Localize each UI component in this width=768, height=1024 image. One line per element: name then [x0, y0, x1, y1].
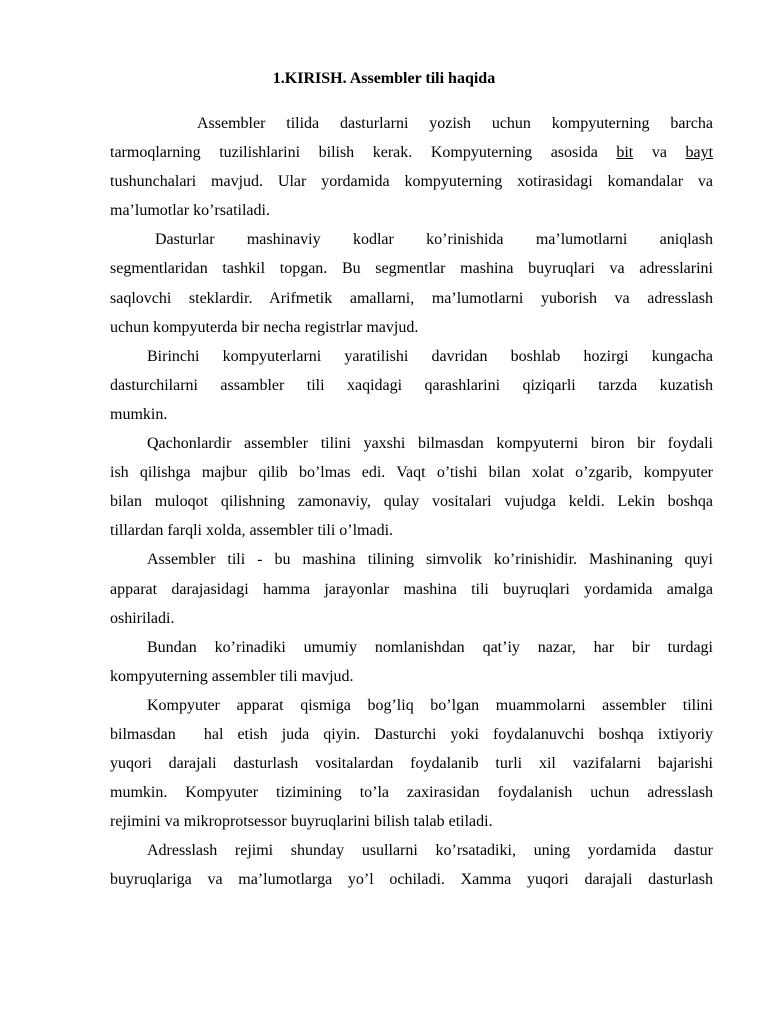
text-line: Assembler tili - bu mashina tilining simvolik ko’rinishidir. Mashinaning quyi [147, 551, 713, 569]
text-line: mumkin. Kompyuter tizimining to’la zaxirasidan foydalanish uchun adresslash [110, 784, 713, 802]
text-line: segmentlaridan tashkil topgan. Bu segmentlar mashina buyruqlari va adresslarini [110, 260, 713, 278]
text-line: kompyuterning assembler tili mavjud. [110, 667, 354, 685]
text-line: Bundan ko’rinadiki umumiy nomlanishdan qat’iy nazar, har bir turdagi [147, 638, 713, 656]
text-segment: tarmoqlarning tuzilishlarini bilish kerak. Kompyuterning asosida [110, 144, 598, 162]
text-line: Birinchi kompyuterlarni yaratilishi davridan boshlab hozirgi kungacha [147, 347, 713, 365]
text-line: Assembler tilida dasturlarni yozish uchun kompyuterning barcha [197, 115, 713, 132]
term-bayt: bayt [685, 144, 714, 162]
text-line: bilan muloqot qilishning zamonaviy, qulay vositalari vujudga keldi. Lekin boshqa [110, 493, 713, 511]
text-line: mumkin. [110, 405, 168, 423]
text-line: ish qilishga majbur qilib bo’lmas edi. Vaqt o’tishi bilan xolat o’zgarib, kompyuter [110, 464, 713, 482]
text-line: oshiriladi. [110, 609, 175, 627]
text-line: bilmasdan hal etish juda qiyin. Dasturchi yoki foydalanuvchi boshqa ixtiyoriy [110, 725, 713, 743]
text-line: rejimini va mikroprotsessor buyruqlarini bilish talab etiladi. [110, 813, 493, 831]
term-bit: bit [616, 144, 634, 162]
document-body [110, 109, 713, 895]
text-line: Qachonlardir assembler tilini yaxshi bilmasdan kompyuterni biron bir foydali [147, 435, 713, 453]
text-line: ma’lumotlar ko’rsatiladi. [110, 202, 270, 220]
text-segment: va [651, 144, 667, 162]
text-line: yuqori darajali dasturlash vositalardan foydalanib turli xil vazifalarni bajarishi [110, 755, 713, 773]
text-line: tillardan farqli xolda, assembler tili o’lmadi. [110, 522, 394, 540]
text-line: buyruqlariga va ma’lumotlarga yo’l ochiladi. Xamma yuqori darajali dasturlash [110, 871, 713, 889]
text-line: tushunchalari mavjud. Ular yordamida kompyuterning xotirasidagi komandalar va [110, 173, 713, 191]
document-title: 1.KIRISH. Assembler tili haqida [272, 70, 496, 87]
text-line: Adresslash rejimi shunday usullarni ko’rsatadiki, uning yordamida dastur [147, 842, 713, 860]
text-line [110, 138, 713, 167]
text-line: dasturchilarni assambler tili xaqidagi qarashlarini qiziqarli tarzda kuzatish [110, 376, 713, 394]
text-line: Dasturlar mashinaviy kodlar ko’rinishida ma’lumotlarni aniqlash [155, 231, 713, 249]
text-line: Kompyuter apparat qismiga bog’liq bo’lgan muammolarni assembler tilini [147, 696, 713, 714]
text-line: apparat darajasidagi hamma jarayonlar mashina tili buyruqlari yordamida amalga [110, 580, 713, 598]
text-line: saqlovchi steklardir. Arifmetik amallarni, ma’lumotlarni yuborish va adresslash [110, 289, 713, 307]
text-line: uchun kompyuterda bir necha registrlar mavjud. [110, 318, 419, 336]
